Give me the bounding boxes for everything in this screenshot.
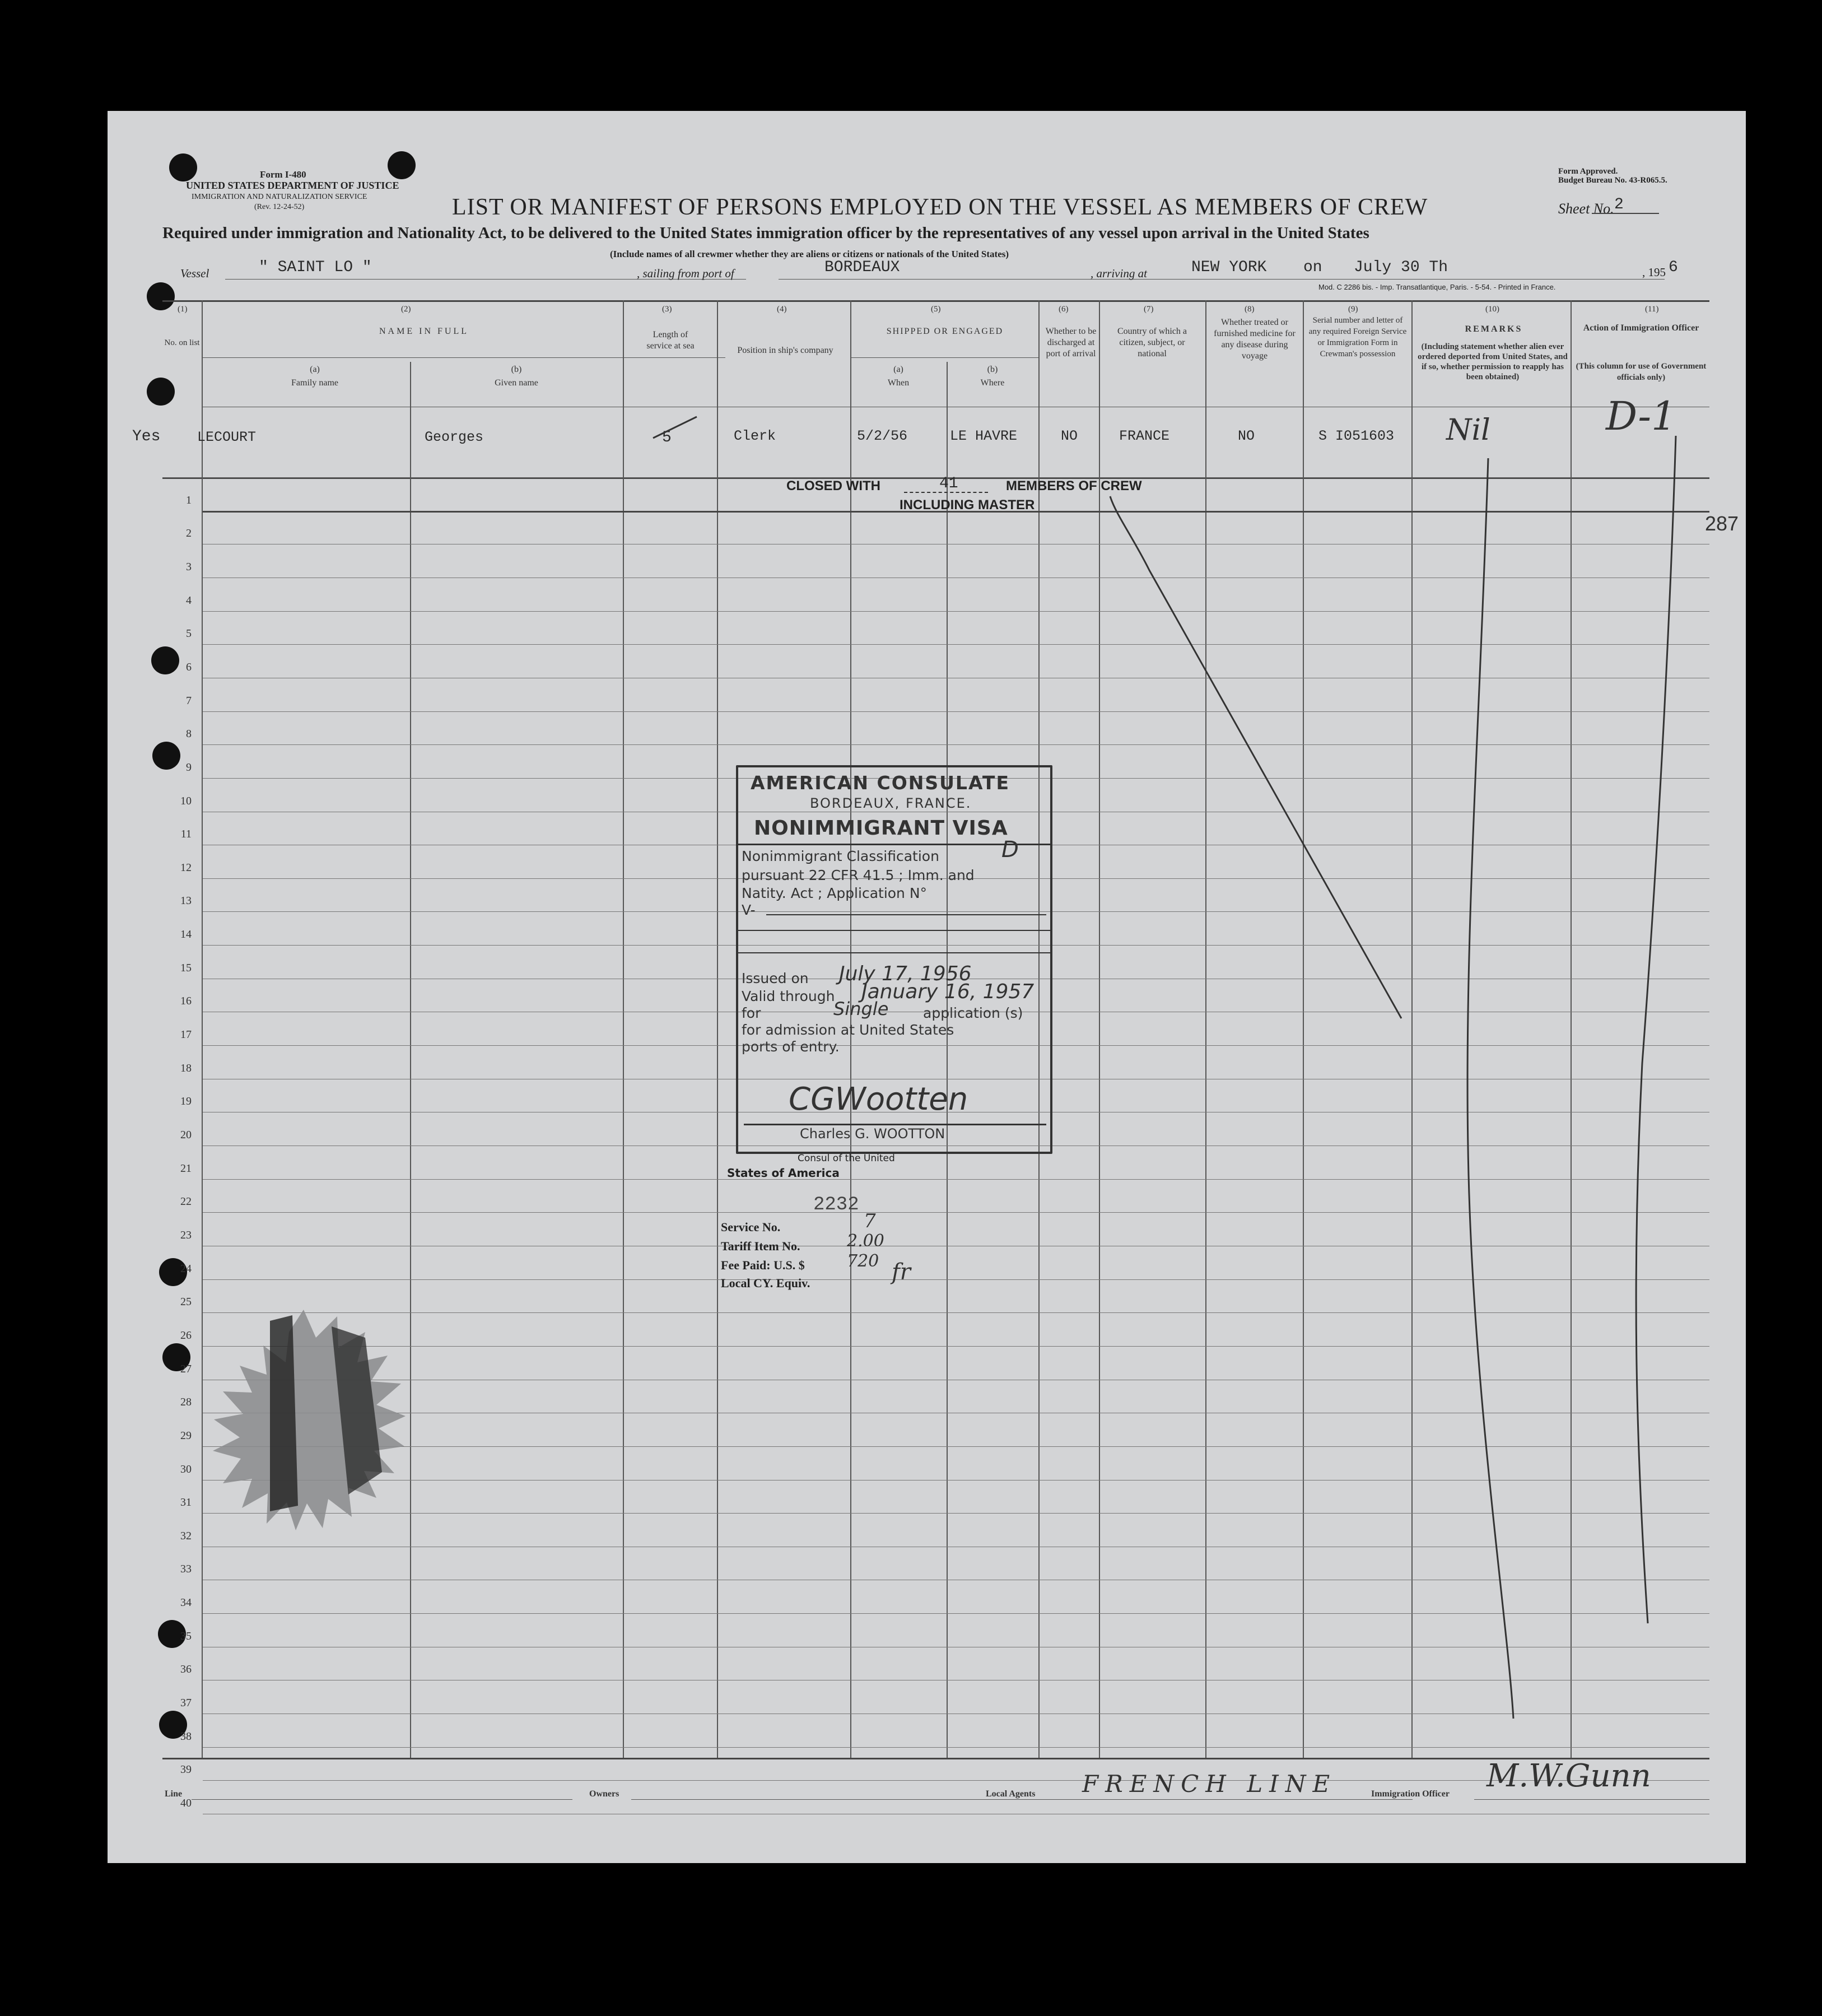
stamp-app-line bbox=[766, 914, 1046, 915]
embossed-seal bbox=[186, 1304, 421, 1539]
consul-title: Consul of the United bbox=[798, 1153, 895, 1164]
row-number: 37 bbox=[180, 1697, 192, 1709]
on-label: on bbox=[1303, 259, 1322, 276]
service-name: IMMIGRATION AND NATURALIZATION SERVICE bbox=[192, 193, 367, 201]
entry-family-name: LECOURT bbox=[197, 429, 257, 445]
stamp-ports: ports of entry. bbox=[742, 1039, 840, 1055]
row-number: 24 bbox=[180, 1263, 192, 1275]
stamp-line-3: Natity. Act ; Application N° bbox=[742, 885, 928, 901]
row-number: 13 bbox=[180, 895, 192, 907]
consul-signature: CGWootten bbox=[789, 1081, 968, 1118]
row-number: 12 bbox=[180, 862, 192, 874]
row-number: 7 bbox=[186, 695, 192, 707]
row-number: 36 bbox=[180, 1663, 192, 1675]
service-no-label: Service No. bbox=[721, 1220, 781, 1234]
sheet-number: 2 bbox=[1614, 196, 1624, 213]
consul-states: States of America bbox=[727, 1166, 840, 1180]
col-sub-heading: When bbox=[887, 378, 910, 388]
row-number: 1 bbox=[186, 494, 192, 506]
stamp-entry-type: Single bbox=[833, 998, 889, 1019]
department-name: UNITED STATES DEPARTMENT OF JUSTICE bbox=[186, 180, 399, 191]
manifest-sheet bbox=[108, 111, 1746, 1863]
local-agents-value: FRENCH LINE bbox=[1082, 1770, 1337, 1798]
stamp-line-4: V- bbox=[742, 902, 756, 918]
row-number: 14 bbox=[180, 928, 192, 941]
row-number: 6 bbox=[186, 661, 192, 673]
line-underline bbox=[192, 1799, 572, 1800]
closed-members: MEMBERS OF CREW bbox=[1006, 478, 1142, 493]
col-number: (1) bbox=[178, 305, 188, 314]
printer-line: Mod. C 2286 bis. - Imp. Transatlantique, Paris. - 5-54. - Printed in France. bbox=[1318, 283, 1556, 291]
col-sub-number: (b) bbox=[987, 365, 998, 374]
col-sub-heading: Given name bbox=[495, 378, 538, 388]
col-heading: Whether to be discharged at port of arrival bbox=[1045, 327, 1097, 358]
stamp-line-2: pursuant 22 CFR 41.5 ; Imm. and bbox=[742, 867, 975, 883]
closed-count: 41 bbox=[939, 475, 958, 492]
col-sub-heading: Where bbox=[980, 378, 1005, 388]
fee-paid-label: Fee Paid: U.S. $ bbox=[721, 1258, 805, 1272]
arriving-port: NEW YORK bbox=[1191, 259, 1267, 276]
stamp-admission: for admission at United States bbox=[742, 1022, 954, 1038]
entry-mark: Yes bbox=[132, 428, 161, 445]
col-number: (6) bbox=[1059, 305, 1069, 314]
row-number: 21 bbox=[180, 1162, 192, 1175]
row-number: 20 bbox=[180, 1129, 192, 1141]
local-equiv-label: Local CY. Equiv. bbox=[721, 1276, 810, 1290]
col-heading: Whether treated or furnished medicine for any disease during voyage bbox=[1214, 318, 1296, 361]
col-heading: Length of service at sea bbox=[646, 330, 695, 351]
row-number: 32 bbox=[180, 1530, 192, 1542]
row-number: 8 bbox=[186, 728, 192, 740]
sailing-port: BORDEAUX bbox=[824, 259, 900, 276]
row-number: 10 bbox=[180, 795, 192, 807]
row-number: 29 bbox=[180, 1430, 192, 1442]
closed-including: INCLUDING MASTER bbox=[900, 497, 1035, 513]
col-heading: Action of Immigration Officer bbox=[1583, 323, 1699, 333]
row-number: 30 bbox=[180, 1463, 192, 1475]
required-statement: Required under immigration and Nationality Act, to be delivered to the United States immigration officer by the representatives of any vessel upon arrival in the United States bbox=[162, 224, 1369, 242]
vessel-name: " SAINT LO " bbox=[259, 259, 372, 276]
closed-with-label: CLOSED WITH bbox=[786, 478, 880, 493]
row-number: 28 bbox=[180, 1396, 192, 1408]
entry-remarks: Nil bbox=[1446, 413, 1490, 447]
col-heading: Serial number and letter of any required Foreign Service or Immigration Form in Crewman's possession bbox=[1308, 316, 1407, 358]
row-number: 39 bbox=[180, 1763, 192, 1776]
margin-page-number: 287 bbox=[1705, 512, 1739, 535]
arriving-label: , arriving at bbox=[1091, 267, 1147, 280]
stamp-classification: D bbox=[1001, 837, 1019, 863]
col-sub-number: (a) bbox=[893, 365, 903, 374]
row-number: 19 bbox=[180, 1095, 192, 1107]
officer-underline bbox=[1474, 1799, 1709, 1800]
stamp-for-label: for bbox=[742, 1005, 761, 1021]
stamp-classification-label: Nonimmigrant Classification bbox=[742, 848, 939, 864]
stamp-rule bbox=[738, 952, 1050, 953]
entry-length: 5 bbox=[662, 429, 672, 446]
col-number: (3) bbox=[662, 305, 672, 314]
revision-date: (Rev. 12-24-52) bbox=[254, 203, 305, 211]
row-number: 5 bbox=[186, 627, 192, 640]
officer-signature: M.W.Gunn bbox=[1487, 1758, 1651, 1794]
entry-medicine: NO bbox=[1238, 428, 1255, 444]
entry-country: FRANCE bbox=[1119, 428, 1170, 444]
entry-serial: S I051603 bbox=[1318, 428, 1395, 444]
row-number: 38 bbox=[180, 1730, 192, 1743]
sheet-label: Sheet No. bbox=[1558, 201, 1614, 217]
stamp-valid-date: January 16, 1957 bbox=[861, 980, 1035, 1003]
tariff-label: Tariff Item No. bbox=[721, 1239, 800, 1253]
row-number: 22 bbox=[180, 1195, 192, 1208]
fee-paid-value: 720 bbox=[847, 1251, 879, 1271]
row-number: 4 bbox=[186, 594, 192, 607]
row-number: 17 bbox=[180, 1028, 192, 1041]
immigration-officer-label: Immigration Officer bbox=[1371, 1789, 1450, 1799]
year-prefix: , 195 bbox=[1642, 266, 1666, 279]
local-agents-label: Local Agents bbox=[986, 1789, 1036, 1799]
stamp-visa-type: NONIMMIGRANT VISA bbox=[754, 817, 1008, 840]
budget-bureau: Budget Bureau No. 43-R065.5. bbox=[1558, 176, 1667, 185]
col-heading: SHIPPED OR ENGAGED bbox=[886, 327, 1004, 336]
form-title: LIST OR MANIFEST OF PERSONS EMPLOYED ON THE VESSEL AS MEMBERS OF CREW bbox=[452, 194, 1428, 220]
row-number: 16 bbox=[180, 995, 192, 1007]
entry-given-name: Georges bbox=[425, 429, 484, 445]
row-number: 31 bbox=[180, 1496, 192, 1508]
col-heading: NAME IN FULL bbox=[379, 327, 469, 336]
row-number: 26 bbox=[180, 1329, 192, 1342]
include-note: (Include names of all crewmer whether they are aliens or citizens or nationals of the United States) bbox=[610, 249, 1009, 259]
row-number: 40 bbox=[180, 1797, 192, 1809]
tariff-value: 2.00 bbox=[847, 1231, 884, 1251]
col-number: (5) bbox=[931, 305, 941, 314]
stamp-application-s: application (s) bbox=[923, 1005, 1023, 1021]
local-agents-underline bbox=[1054, 1799, 1413, 1800]
stamp-title: AMERICAN CONSULATE bbox=[751, 772, 1010, 794]
stamp-valid-label: Valid through bbox=[742, 988, 835, 1004]
entry-position: Clerk bbox=[734, 428, 776, 444]
consul-name: Charles G. WOOTTON bbox=[800, 1126, 945, 1142]
col-number: (8) bbox=[1245, 305, 1255, 314]
fee-stamp-number: 2232 bbox=[813, 1194, 859, 1216]
col-number: (2) bbox=[401, 305, 411, 314]
row-number: 27 bbox=[180, 1363, 192, 1375]
line-label: Line bbox=[165, 1789, 183, 1799]
row-number: 3 bbox=[186, 561, 192, 573]
entry-action: D-1 bbox=[1606, 393, 1676, 439]
row-number: 35 bbox=[180, 1630, 192, 1642]
col-number: (7) bbox=[1144, 305, 1154, 314]
col-sub-heading: (Including statement whether alien ever ordered deported from United States, and if so, whether permission to reapply has been obtained) bbox=[1418, 342, 1568, 381]
col-heading: Position in ship's company bbox=[737, 346, 833, 355]
col-sub-heading: (This column for use of Government officials only) bbox=[1576, 362, 1707, 382]
entry-when: 5/2/56 bbox=[857, 428, 908, 444]
year-digit: 6 bbox=[1669, 259, 1678, 276]
stamp-city: BORDEAUX, FRANCE. bbox=[810, 795, 972, 811]
row-number: 25 bbox=[180, 1296, 192, 1308]
row-number: 15 bbox=[180, 962, 192, 974]
col-number: (9) bbox=[1348, 305, 1358, 314]
arrival-date: July 30 Th bbox=[1354, 259, 1448, 276]
entry-discharge: NO bbox=[1061, 428, 1078, 444]
owners-label: Owners bbox=[589, 1789, 619, 1799]
col-number: (11) bbox=[1645, 305, 1659, 314]
entry-where: LE HAVRE bbox=[950, 428, 1018, 444]
row-number: 9 bbox=[186, 761, 192, 774]
row-number: 23 bbox=[180, 1229, 192, 1241]
row-number: 2 bbox=[186, 527, 192, 539]
service-no-value: 7 bbox=[864, 1210, 876, 1232]
form-approved: Form Approved. bbox=[1558, 167, 1618, 176]
row-number: 33 bbox=[180, 1563, 192, 1575]
sailing-label: , sailing from port of bbox=[637, 267, 734, 280]
row-number: 11 bbox=[180, 828, 192, 840]
col-sub-number: (a) bbox=[310, 365, 320, 374]
col-number: (10) bbox=[1485, 305, 1499, 314]
col-heading: Country of which a citizen, subject, or national bbox=[1117, 327, 1187, 358]
stamp-issued-label: Issued on bbox=[742, 970, 809, 986]
row-number: 34 bbox=[180, 1596, 192, 1609]
signature-line bbox=[744, 1124, 1046, 1125]
row-number: 18 bbox=[180, 1062, 192, 1074]
local-equiv-value: fr bbox=[892, 1259, 911, 1285]
col-heading: No. on list bbox=[164, 338, 200, 347]
col-sub-number: (b) bbox=[511, 365, 522, 374]
consulate-visa-stamp bbox=[736, 765, 1052, 1154]
vessel-label: Vessel bbox=[180, 267, 209, 280]
form-number: Form I-480 bbox=[260, 169, 306, 180]
col-heading: REMARKS bbox=[1465, 324, 1523, 334]
stamp-rule bbox=[738, 930, 1050, 931]
col-sub-heading: Family name bbox=[291, 378, 338, 388]
owners-underline bbox=[631, 1799, 1077, 1800]
col-number: (4) bbox=[777, 305, 787, 314]
stamp-issued-date: July 17, 1956 bbox=[839, 962, 972, 985]
